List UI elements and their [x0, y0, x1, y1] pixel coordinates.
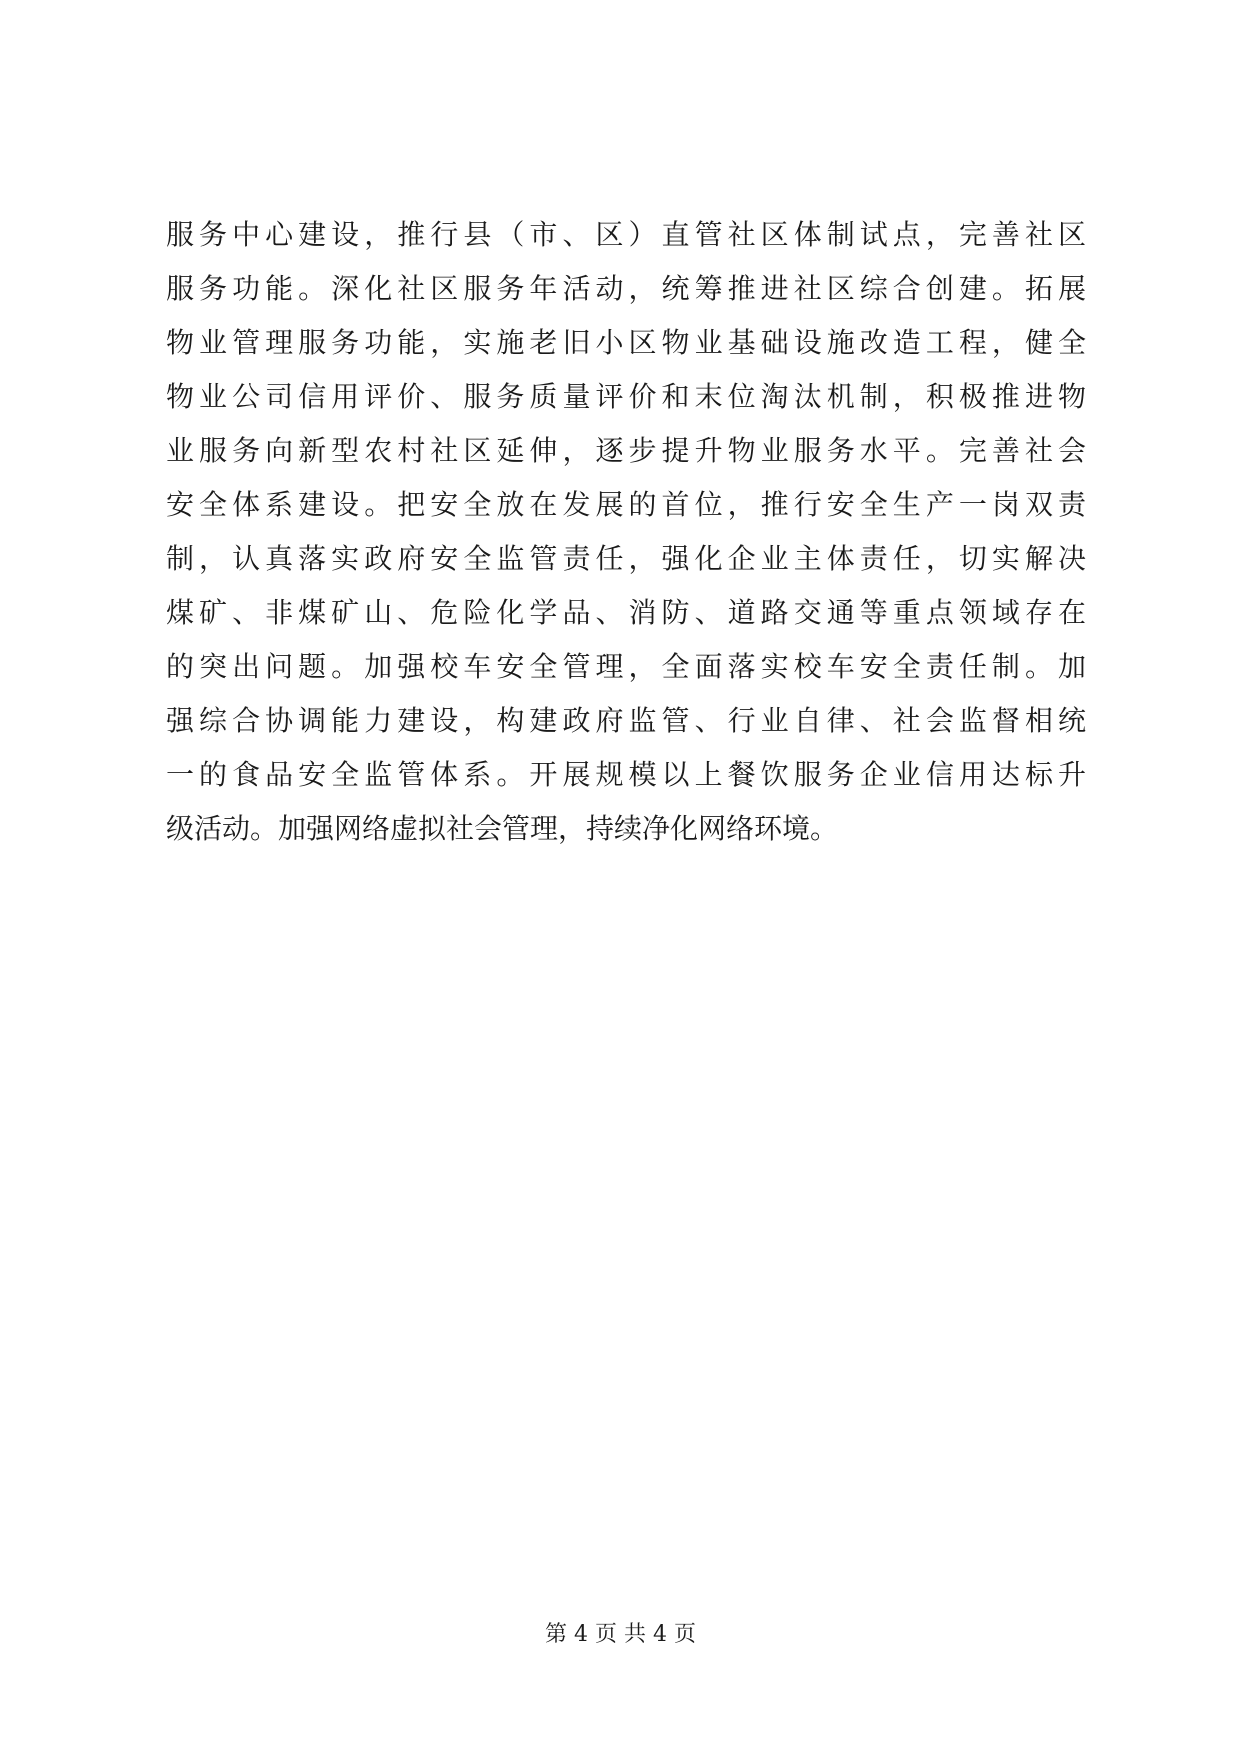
paragraph-line: 的突出问题。加强校车安全管理，全面落实校车安全责任制。加 — [166, 650, 1086, 683]
paragraph-line: 物业管理服务功能，实施老旧小区物业基础设施改造工程，健全 — [166, 326, 1086, 359]
paragraph-line: 业服务向新型农村社区延伸，逐步提升物业服务水平。完善社会 — [166, 434, 1086, 467]
body-paragraph — [166, 208, 1086, 856]
paragraph-line: 制，认真落实政府安全监管责任，强化企业主体责任，切实解决 — [166, 542, 1086, 575]
paragraph-line: 煤矿、非煤矿山、危险化学品、消防、道路交通等重点领域存在 — [166, 596, 1086, 629]
paragraph-line: 强综合协调能力建设，构建政府监管、行业自律、社会监督相统 — [166, 704, 1086, 737]
paragraph-line: 服务中心建设，推行县（市、区）直管社区体制试点，完善社区 — [166, 218, 1086, 251]
paragraph-line: 物业公司信用评价、服务质量评价和末位淘汰机制，积极推进物 — [166, 380, 1086, 413]
paragraph-line: 服务功能。深化社区服务年活动，统筹推进社区综合创建。拓展 — [166, 272, 1086, 305]
page-number-footer: 第 4 页 共 4 页 — [545, 1622, 696, 1647]
paragraph-line: 安全体系建设。把安全放在发展的首位，推行安全生产一岗双责 — [166, 488, 1086, 521]
paragraph-line: 级活动。加强网络虚拟社会管理，持续净化网络环境。 — [166, 812, 839, 845]
paragraph-line: 一的食品安全监管体系。开展规模以上餐饮服务企业信用达标升 — [166, 758, 1086, 791]
